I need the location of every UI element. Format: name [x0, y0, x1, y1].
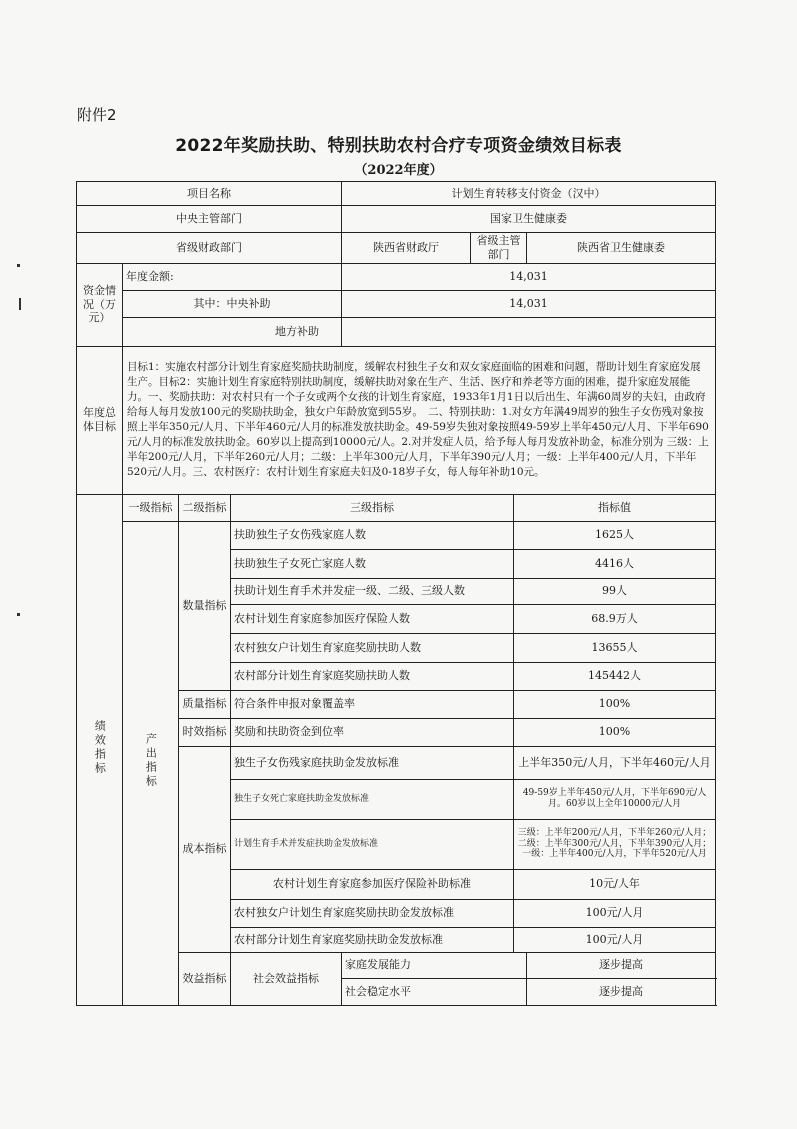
- indicator-value: 100%: [514, 690, 716, 718]
- indicator-value: 三级：上半年200元/人月，下半年260元/人月；二级：上半年300元/人月，下半年390元/人月；一级：上半年400元/人月，下半年520元/人月: [514, 819, 716, 869]
- annual-amount-value: 14,031: [342, 263, 716, 290]
- scan-mark: [17, 264, 20, 267]
- indicator-name: 独生子女伤残家庭扶助金发放标准: [231, 746, 514, 779]
- social-benefit-label: 社会效益指标: [231, 952, 342, 1005]
- cost-indicator-label: 成本指标: [179, 746, 231, 952]
- funds-label: 资金情况（万元）: [77, 263, 123, 346]
- central-dept-label: 中央主管部门: [77, 206, 342, 233]
- indicator-value: 10元/人年: [514, 869, 716, 899]
- local-subsidy-value: [342, 317, 716, 346]
- indicator-value: 4416人: [514, 549, 716, 578]
- quantity-indicator-label: 数量指标: [179, 521, 231, 690]
- central-subsidy-value: 14,031: [342, 290, 716, 317]
- indicator-name: 扶助计划生育手术并发症一级、二级、三级人数: [231, 578, 514, 604]
- indicator-value: 49-59岁上半年450元/人月，下半年690元/人月。60岁以上全年10000元/人月: [514, 779, 716, 819]
- project-name-label: 项目名称: [77, 182, 342, 206]
- col-header-value: 指标值: [514, 494, 716, 521]
- indicator-name: 扶助独生子女伤残家庭人数: [231, 521, 514, 549]
- indicator-value: 145442人: [514, 662, 716, 690]
- page-subtitle: （2022年度）: [354, 163, 443, 178]
- provincial-finance-value: 陕西省财政厅: [342, 233, 471, 264]
- benefit-indicator-label: 效益指标: [179, 952, 231, 1005]
- attachment-label: 附件2: [77, 106, 117, 124]
- col-header-level2: 二级指标: [179, 494, 231, 521]
- indicator-value: 100元/人月: [514, 927, 716, 952]
- timeliness-indicator-label: 时效指标: [179, 718, 231, 746]
- indicator-name: 农村计划生育家庭参加医疗保险补助标准: [231, 869, 514, 899]
- indicator-name: 奖励和扶助资金到位率: [231, 718, 514, 746]
- table-row: [77, 317, 716, 346]
- table-row: [77, 233, 716, 264]
- indicator-value: 逐步提高: [527, 952, 716, 978]
- annual-goal-text: 目标1：实施农村部分计划生育家庭奖励扶助制度，缓解农村独生子女和双女家庭面临的困难和问题，帮助计划生育家庭发展生产。目标2：实施计划生育家庭特别扶助制度，缓解扶助对象在生产、生活、医疗和养老等方面的困难，提升家庭发展能力。一、奖励扶助：对农村只有一个子女或两个女孩的计划生育家庭，1933年1月1日以后出生、年满60周岁的夫妇，由政府给每人每月发放100元的奖励扶助金，独女户年龄放宽到55岁。 二、特别扶助：1.对女方年满49周岁的独生子女伤残对象按照上半年350元/人月、下半年460元/人月的标准发放扶助金。49-59岁失独对象按照49-59岁上半年450元/人月、下半年690元/人月的标准发放扶助金。60岁以上提高到10000元/人。2.对并发症人员，给予每人每月发放补助金，标准分别为 三级：上半年200元/人月，下半年260元/人月；二级：上半年300元/人月，下半年390元/人月；一级：上半年400元/人月，下半年520元/人月。三、农村医疗：农村计划生育家庭夫妇及0-18岁子女，每人每年补助10元。: [123, 346, 716, 494]
- central-subsidy-label: 其中：中央补助: [123, 290, 342, 317]
- indicator-value: 逐步提高: [527, 978, 716, 1005]
- annual-goal-label: 年度总体目标: [77, 346, 123, 494]
- indicator-value: 100元/人月: [514, 899, 716, 927]
- annual-amount-label: 年度金额:: [123, 263, 342, 290]
- table-row: [77, 521, 716, 549]
- indicator-name: 独生子女死亡家庭扶助金发放标准: [231, 779, 514, 819]
- provincial-finance-label: 省级财政部门: [77, 233, 342, 264]
- indicator-name: 农村计划生育家庭参加医疗保险人数: [231, 604, 514, 633]
- performance-target-table: [76, 181, 716, 1006]
- page-title: 2022年奖励扶助、特别扶助农村合疗专项资金绩效目标表: [175, 136, 622, 156]
- quality-indicator-label: 质量指标: [179, 690, 231, 718]
- indicator-name: 符合条件申报对象覆盖率: [231, 690, 514, 718]
- indicator-name: 农村部分计划生育家庭奖励扶助金发放标准: [231, 927, 514, 952]
- table-row: [77, 182, 716, 206]
- table-row: [77, 494, 716, 521]
- indicator-name: 农村独女户计划生育家庭奖励扶助金发放标准: [231, 899, 514, 927]
- indicator-value: 100%: [514, 718, 716, 746]
- table-row: [77, 346, 716, 494]
- indicator-name: 农村独女户计划生育家庭奖励扶助人数: [231, 633, 514, 662]
- table-row: [77, 206, 716, 233]
- col-header-level1: 一级指标: [123, 494, 179, 521]
- indicator-value: 上半年350元/人月，下半年460元/人月: [514, 746, 716, 779]
- indicator-value: 13655人: [514, 633, 716, 662]
- indicator-value: 99人: [514, 578, 716, 604]
- table-row: [77, 290, 716, 317]
- output-indicator-label: 产出指标: [123, 521, 179, 1005]
- central-dept-value: 国家卫生健康委: [342, 206, 716, 233]
- table-row: [77, 263, 716, 290]
- local-subsidy-label: 地方补助: [123, 317, 342, 346]
- col-header-level3: 三级指标: [231, 494, 514, 521]
- scan-mark: [19, 298, 21, 310]
- scan-mark: [17, 613, 20, 616]
- provincial-dept-value: 陕西省卫生健康委: [527, 233, 716, 264]
- indicator-name: 家庭发展能力: [342, 952, 527, 978]
- project-name-value: 计划生育转移支付资金（汉中）: [342, 182, 716, 206]
- provincial-dept-label: 省级主管部门: [471, 233, 527, 264]
- indicator-name: 社会稳定水平: [342, 978, 527, 1005]
- indicator-name: 计划生育手术并发症扶助金发放标准: [231, 819, 514, 869]
- indicators-section-label: 绩效指标: [77, 494, 123, 1005]
- indicator-name: 扶助独生子女死亡家庭人数: [231, 549, 514, 578]
- indicator-name: 农村部分计划生育家庭奖励扶助人数: [231, 662, 514, 690]
- indicator-value: 68.9万人: [514, 604, 716, 633]
- indicator-value: 1625人: [514, 521, 716, 549]
